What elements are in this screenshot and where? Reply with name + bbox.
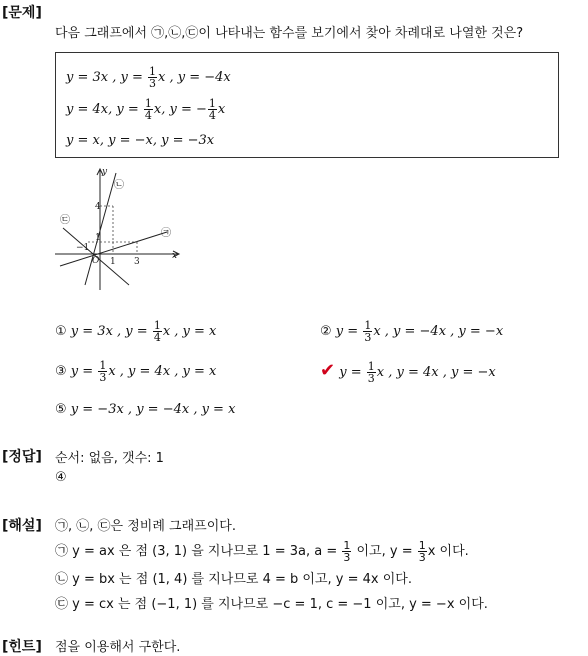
answer-value: ④	[55, 470, 67, 485]
origin-label: O	[92, 256, 100, 266]
option-5[interactable]: ⑤ y = −3x , y = −4x , y = x	[55, 402, 236, 417]
explanation-line-3: ㉡ y = bx 는 점 (1, 4) 를 지나므로 4 = b 이고, y = 4x 이다.	[55, 572, 412, 587]
tick-neg1-label: −1	[76, 243, 90, 253]
check-icon: ✔	[320, 360, 336, 381]
option-3[interactable]: ③ y = $\frac{1}{3}$ x , y = 4x , y = x	[55, 359, 217, 384]
tick-1-y-label: 1	[95, 233, 101, 243]
problem-label: [문제]	[2, 5, 42, 21]
explanation-line-4: ㉢ y = cx 는 점 (−1, 1) 를 지나므로 −c = 1, c = −1 이고, y = −x 이다.	[55, 597, 488, 612]
curve-c-label: ㉢	[60, 215, 70, 226]
box-line-3: y = x, y = −x, y = −3x	[66, 133, 215, 148]
explanation-label: [해설]	[2, 518, 42, 534]
question-text: 다음 그래프에서 ㉠,㉡,㉢이 나타내는 함수를 보기에서 찾아 차례대로 나열한 것은?	[55, 26, 524, 41]
x-axis-label: x	[172, 251, 178, 261]
curve-b-label: ㉡	[114, 180, 124, 191]
function-graph	[55, 165, 185, 295]
box-line-1: y = 3x , y = $\frac{1}{3}$ x , y = −4x	[66, 65, 231, 90]
tick-4-label: 4	[95, 202, 101, 212]
y-axis-label: y	[102, 167, 108, 177]
option-4[interactable]: ✔ y = $\frac{1}{3}$ x , y = 4x , y = −x	[320, 360, 496, 385]
option-2[interactable]: ② y = $\frac{1}{3}$ x , y = −4x , y = −x	[320, 319, 504, 344]
hint-text: 점을 이용해서 구한다.	[55, 640, 181, 655]
box-line-2: y = 4x, y = $\frac{1}{4}$ x, y = − $\frac{1}{4}$ x	[66, 97, 226, 122]
explanation-line-2: ㉠ y = ax 은 점 (3, 1) 을 지나므로 1 = 3a, a = $\frac{1}{3}$ 이고, y = $\frac{1}{3}$ x 이다.	[55, 539, 469, 564]
option-1[interactable]: ① y = 3x , y = $\frac{1}{4}$ x , y = x	[55, 319, 217, 344]
answer-meta: 순서: 없음, 갯수: 1	[55, 451, 164, 466]
option-1-number: ①	[55, 324, 67, 339]
tick-1-x-label: 1	[110, 257, 116, 267]
curve-a-label: ㉠	[161, 228, 171, 239]
option-2-number: ②	[320, 324, 332, 339]
tick-3-label: 3	[134, 257, 140, 267]
explanation-line-1: ㉠, ㉡, ㉢은 정비례 그래프이다.	[55, 519, 236, 534]
answer-label: [정답]	[2, 449, 42, 465]
option-5-number: ⑤	[55, 402, 67, 417]
option-3-number: ③	[55, 364, 67, 379]
hint-label: [힌트]	[2, 639, 42, 655]
